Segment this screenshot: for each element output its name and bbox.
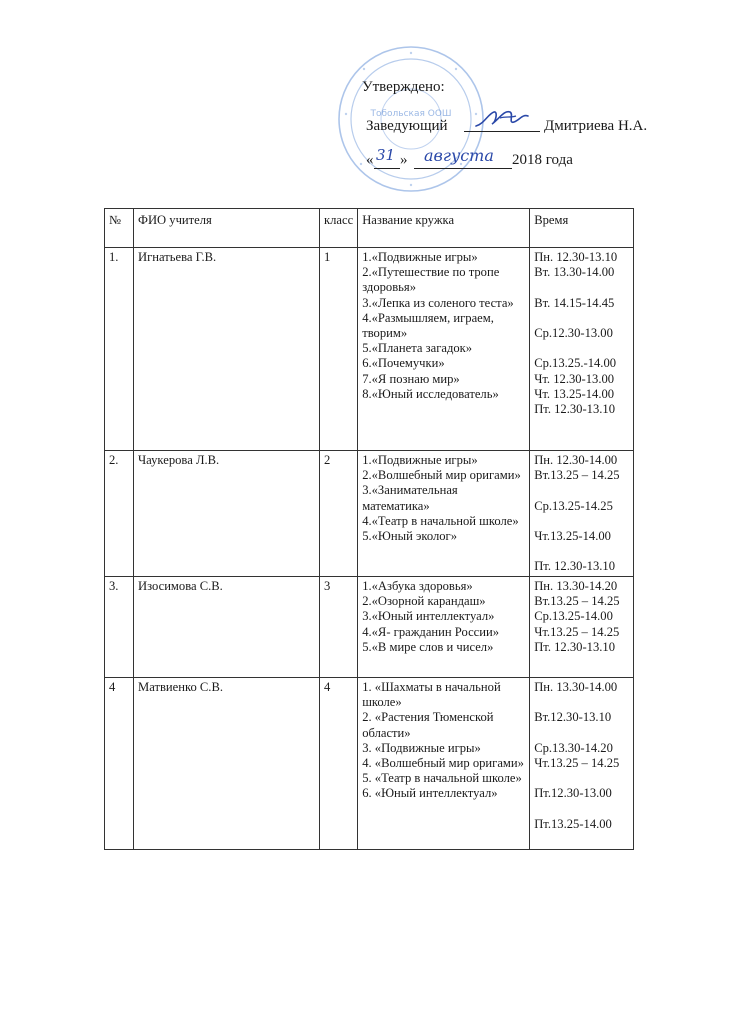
cell-fio: Чаукерова Л.В. bbox=[134, 451, 320, 577]
time-item bbox=[534, 695, 629, 710]
cell-no: 3. bbox=[105, 577, 134, 678]
header-time: Время bbox=[530, 209, 634, 248]
time-item: Вт.13.25 – 14.25 bbox=[534, 594, 620, 609]
time-item: Чт.13.25 – 14.25 bbox=[534, 624, 620, 639]
club-item: 2. «Растения Тюменской области» bbox=[362, 710, 494, 740]
club-item: 1.«Подвижные игры» bbox=[362, 250, 478, 264]
cell-times bbox=[530, 451, 634, 577]
club-item: 4.«Театр в начальной школе» bbox=[362, 513, 519, 528]
day-underline bbox=[374, 168, 400, 169]
cell-times bbox=[530, 678, 634, 850]
cell-fio: Матвиенко С.В. bbox=[134, 678, 320, 850]
table-row bbox=[105, 577, 634, 678]
head-label: Заведующий bbox=[366, 118, 448, 134]
club-item: 1. «Шахматы в начальной школе» bbox=[362, 680, 501, 710]
time-item: Ср.13.25-14.00 bbox=[534, 609, 613, 624]
cell-no: 1. bbox=[105, 248, 134, 451]
time-item bbox=[534, 726, 629, 741]
club-item: 3.«Лепка из соленого теста» bbox=[362, 295, 514, 310]
time-item bbox=[534, 514, 629, 529]
time-item bbox=[534, 483, 629, 498]
time-item: Ср.13.30-14.20 bbox=[534, 740, 613, 755]
header-fio: ФИО учителя bbox=[134, 209, 320, 248]
table-row bbox=[105, 451, 634, 577]
club-item: 5. «Театр в начальной школе» bbox=[362, 771, 522, 786]
club-item: 2.«Волшебный мир оригами» bbox=[362, 468, 521, 483]
club-item: 3.«Юный интеллектуал» bbox=[362, 609, 495, 624]
time-item: Ср.12.30-13.00 bbox=[534, 326, 613, 341]
club-item: 3. «Подвижные игры» bbox=[362, 740, 481, 755]
cell-no: 4 bbox=[105, 678, 134, 850]
cell-class: 1 bbox=[320, 248, 358, 451]
date-quote-open: « bbox=[366, 152, 374, 168]
cell-class: 4 bbox=[320, 678, 358, 850]
table-row bbox=[105, 678, 634, 850]
club-item: 7.«Я познаю мир» bbox=[362, 371, 460, 386]
table-row bbox=[105, 248, 634, 451]
cell-clubs bbox=[358, 248, 530, 451]
time-item: Чт.13.25-14.00 bbox=[534, 529, 611, 544]
table-header-row bbox=[105, 209, 634, 248]
time-item: Ср.13.25-14.25 bbox=[534, 498, 613, 513]
cell-clubs bbox=[358, 678, 530, 850]
cell-times bbox=[530, 248, 634, 451]
header-class: класс bbox=[320, 209, 358, 248]
cell-class: 3 bbox=[320, 577, 358, 678]
approval-title: Утверждено: bbox=[362, 79, 445, 95]
club-item: 1.«Азбука здоровья» bbox=[362, 579, 473, 593]
time-item: Пн. 13.30-14.20 bbox=[534, 579, 618, 593]
time-item: Пн. 12.30-13.10 bbox=[534, 250, 618, 264]
signature-icon bbox=[470, 104, 532, 134]
head-name: Дмитриева Н.А. bbox=[544, 118, 648, 134]
time-item: Пн. 13.30-14.00 bbox=[534, 680, 618, 694]
time-item bbox=[534, 280, 629, 295]
club-item: 6. «Юный интеллектуал» bbox=[362, 786, 498, 801]
time-item bbox=[534, 544, 629, 559]
club-item: 4.«Размышляем, играем, творим» bbox=[362, 310, 494, 341]
approval-block bbox=[0, 0, 738, 200]
club-item: 5.«В мире слов и чисел» bbox=[362, 639, 494, 654]
time-item: Вт.12.30-13.10 bbox=[534, 710, 612, 725]
time-item: Чт.13.25 – 14.25 bbox=[534, 756, 620, 771]
month-underline bbox=[414, 168, 512, 169]
time-item bbox=[534, 341, 629, 356]
time-item: Пт. 12.30-13.10 bbox=[534, 639, 616, 654]
cell-clubs bbox=[358, 577, 530, 678]
cell-no: 2. bbox=[105, 451, 134, 577]
cell-clubs bbox=[358, 451, 530, 577]
date-month: августа bbox=[424, 146, 494, 165]
time-item bbox=[534, 311, 629, 326]
cell-fio: Изосимова С.В. bbox=[134, 577, 320, 678]
stamp-text: Тобольская ООШ bbox=[370, 109, 452, 119]
time-item: Вт.13.25 – 14.25 bbox=[534, 468, 620, 483]
time-item: Пн. 12.30-14.00 bbox=[534, 453, 618, 467]
time-item: Пт. 12.30-13.10 bbox=[534, 402, 616, 417]
date-year: 2018 года bbox=[512, 152, 573, 168]
cell-fio: Игнатьева Г.В. bbox=[134, 248, 320, 451]
club-item: 1.«Подвижные игры» bbox=[362, 453, 478, 467]
club-item: 3.«Занимательная математика» bbox=[362, 483, 458, 513]
time-item: Ср.13.25.-14.00 bbox=[534, 356, 617, 371]
club-item: 4.«Я- гражданин России» bbox=[362, 624, 500, 639]
time-item: Пт.12.30-13.00 bbox=[534, 786, 612, 801]
schedule-table bbox=[104, 208, 634, 850]
club-item: 2.«Озорной карандаш» bbox=[362, 594, 486, 609]
time-item: Пт.13.25-14.00 bbox=[534, 816, 612, 831]
date-day: 31 bbox=[376, 146, 396, 164]
header-no: № bbox=[105, 209, 134, 248]
club-item: 6.«Почемучки» bbox=[362, 356, 445, 371]
cell-class: 2 bbox=[320, 451, 358, 577]
time-item: Пт. 12.30-13.10 bbox=[534, 559, 616, 574]
header-club: Название кружка bbox=[358, 209, 530, 248]
club-item: 8.«Юный исследователь» bbox=[362, 386, 499, 401]
club-item: 5.«Планета загадок» bbox=[362, 341, 473, 356]
date-quote-close: » bbox=[400, 152, 408, 168]
club-item: 5.«Юный эколог» bbox=[362, 529, 458, 544]
club-item: 4. «Волшебный мир оригами» bbox=[362, 756, 524, 771]
cell-times bbox=[530, 577, 634, 678]
club-item: 2.«Путешествие по тропе здоровья» bbox=[362, 265, 500, 295]
time-item: Чт. 12.30-13.00 bbox=[534, 371, 615, 386]
time-item: Вт. 14.15-14.45 bbox=[534, 295, 615, 310]
time-item bbox=[534, 802, 629, 817]
time-item: Чт. 13.25-14.00 bbox=[534, 386, 615, 401]
time-item bbox=[534, 771, 629, 786]
time-item: Вт. 13.30-14.00 bbox=[534, 265, 615, 280]
